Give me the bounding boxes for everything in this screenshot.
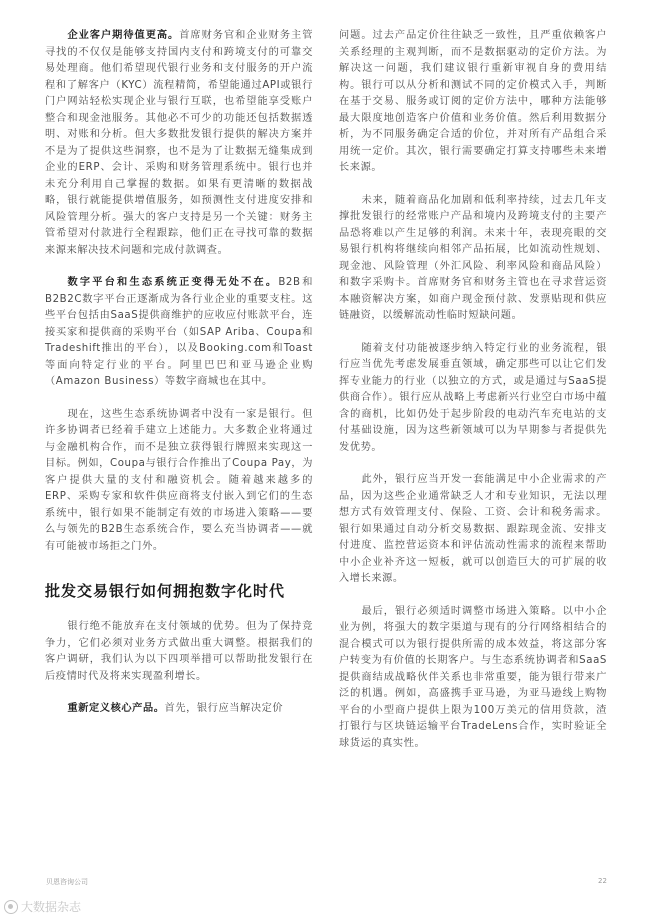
page-number: 22 [598, 877, 607, 885]
watermark-logo-icon [4, 900, 18, 914]
lead-digital-platforms: 数字平台和生态系统正变得无处不在。 [67, 277, 279, 288]
lead-redefine-core-products: 重新定义核心产品。 [67, 703, 165, 714]
paragraph-text: B2B和B2B2C数字平台正逐渐成为各行业企业的重要支柱。这些平台包括由SaaS提供商维护的应收应付账款平台，连接买家和提供商的采购平台（如SAP Ariba、Coupa和Tradeshift推出的平台），以及Booking.com和Toast等面向特定行业的平台。阿里巴巴和亚马逊企业购（Amazon Business）等数字商城也在其中。 [45, 277, 313, 387]
paragraph-go-to-market: 最后，银行必须适时调整市场进入策略。以中小企业为例，将强大的数字渠道与现有的分行网络相结合的混合模式可以为银行提供所需的成本效益，将这部分客户转变为有价值的长期客户。与生态系统协调者和SaaS提供商结成战略伙伴关系也非常重要，能为银行带来广泛的机遇。例如，高盛携手亚马逊，为亚马逊线上购物平台的小型商户提供上限为100万美元的信用贷款，渣打银行与区块链运输平台TradeLens合作，实时验证全球货运的真实性。 [339, 605, 607, 749]
paragraph-sme-products: 此外，银行应当开发一套能满足中小企业需求的产品，因为这些企业通常缺乏人才和专业知识，无法以理想方式有效管理支付、保险、工资、会计和税务需求。银行如果通过自动分析交易数据、跟踪现金流、安排支付进度、监控营运资本和评估流动性需求的流程来帮助中小企业补齐这一短板，就可以创造巨大的可扩展的收入增长来源。 [339, 474, 607, 584]
paragraph-ecosystem-orchestrators: 现在，这些生态系统协调者中没有一家是银行。但许多协调者已经着手建立上述能力。大多数企业将通过与金融机构合作，而不是独立获得银行牌照来实现这一目标。例如，Coupa与银行合作推出了Coupa Pay，为客户提供大量的支付和融资机会。随着越来越多的ERP、采购专家和软件供应商将支付嵌入到它们的生态系统中，银行如果不能制定有效的市场进入策略——要么与领先的B2B生态系统合作，要么充当协调者——就有可能被市场拒之门外。 [45, 408, 313, 552]
paragraph-four-initiatives: 银行绝不能放弃在支付领域的优势。但为了保持竞争力，它们必须对业务方式做出重大调整。根据我们的客户调研，我们认为以下四项举措可以帮助批发银行在后疫情时代及将来实现盈利增长。 [45, 621, 313, 682]
footer-publisher: 贝恩咨询公司 [46, 878, 88, 886]
paragraph-pricing-continued: 问题。过去产品定价往往缺乏一致性，且严重依赖客户关系经理的主观判断，而不是数据驱动的定价方法。为解决这一问题，我们建议银行重新审视自身的费用结构。银行可以从分析和测试不同的定价模式入手，判断在基于交易、服务或订阅的定价方法中，哪种方法能够最大限度地创造客户价值和业务价值。然后利用数据分析，为不同服务确定合适的价位，并对所有产品组合采用统一定价。其次，银行需要确定打算支持哪些未来增长来源。 [339, 30, 607, 173]
paragraph-redefine-core-products [45, 701, 313, 718]
watermark-text: 大数据杂志 [21, 900, 82, 914]
paragraph-enterprise-expectations [45, 28, 313, 259]
paragraph-digital-platforms [45, 275, 313, 391]
paragraph-text: 首席财务官和企业财务主管寻找的不仅仅是能够支持国内支付和跨境支付的可靠交易处理商。他们希望现代银行业务和支付服务的开户流程和了解客户（KYC）流程精简，希望能通过API或银行门户网站轻松实现企业与银行互联，也希望能享受账户整合和现金池服务。其他必不可少的功能还包括数据透明、对账和分析。但大多数批发银行提供的解决方案并不是为了提供这些洞察，也不是为了让数据无缝集成到企业的ERP、会计、采购和财务管理系统中。银行也并未充分利用自己掌握的数据。如果有更清晰的数据战略，银行就能提供增值服务，如预测性支付进度安排和风险管理分析。强大的客户支持是另一个关键：财务主管希望对付款进行全程跟踪，他们正在寻找可靠的数据来源来解决技术问题和完成付款调查。 [45, 30, 313, 256]
paragraph-vertical-focus: 随着支付功能被逐步纳入特定行业的业务流程，银行应当优先考虑发展垂直领域，确定那些可以让它们发挥专业能力的行业（以独立的方式，或是通过与SaaS提供商合作）。银行应从战略上考虑新兴行业空白市场中蕴含的商机，比如仍处于起步阶段的电动汽车充电站的支付基础设施，因为这些新领域可以为早期参与者提供先发优势。 [339, 342, 607, 453]
lead-enterprise-expectations: 企业客户期待值更高。 [67, 30, 180, 41]
watermark [4, 898, 81, 915]
left-column [45, 28, 313, 718]
paragraph-future-products: 未来，随着商品化加剧和低利率持续，过去几年支撑批发银行的经常账户产品和境内及跨境支付的主要产品恐将难以产生足够的利润。未来十年，表现亮眼的交易银行机构将继续向相邻产品拓展，比如流动性规划、现金池、风险管理（外汇风险、利率风险和商品风险）和数字采购卡。首席财务官和财务主管也在寻求营运资本融资解决方案，如商户现金预付款、发票贴现和供应链融资，以缓解流动性临时短缺问题。 [339, 194, 607, 321]
section-heading: 批发交易银行如何拥抱数字化时代 [45, 582, 286, 600]
right-column [339, 28, 607, 752]
paragraph-text: 首先，银行应当解决定价 [164, 703, 284, 714]
